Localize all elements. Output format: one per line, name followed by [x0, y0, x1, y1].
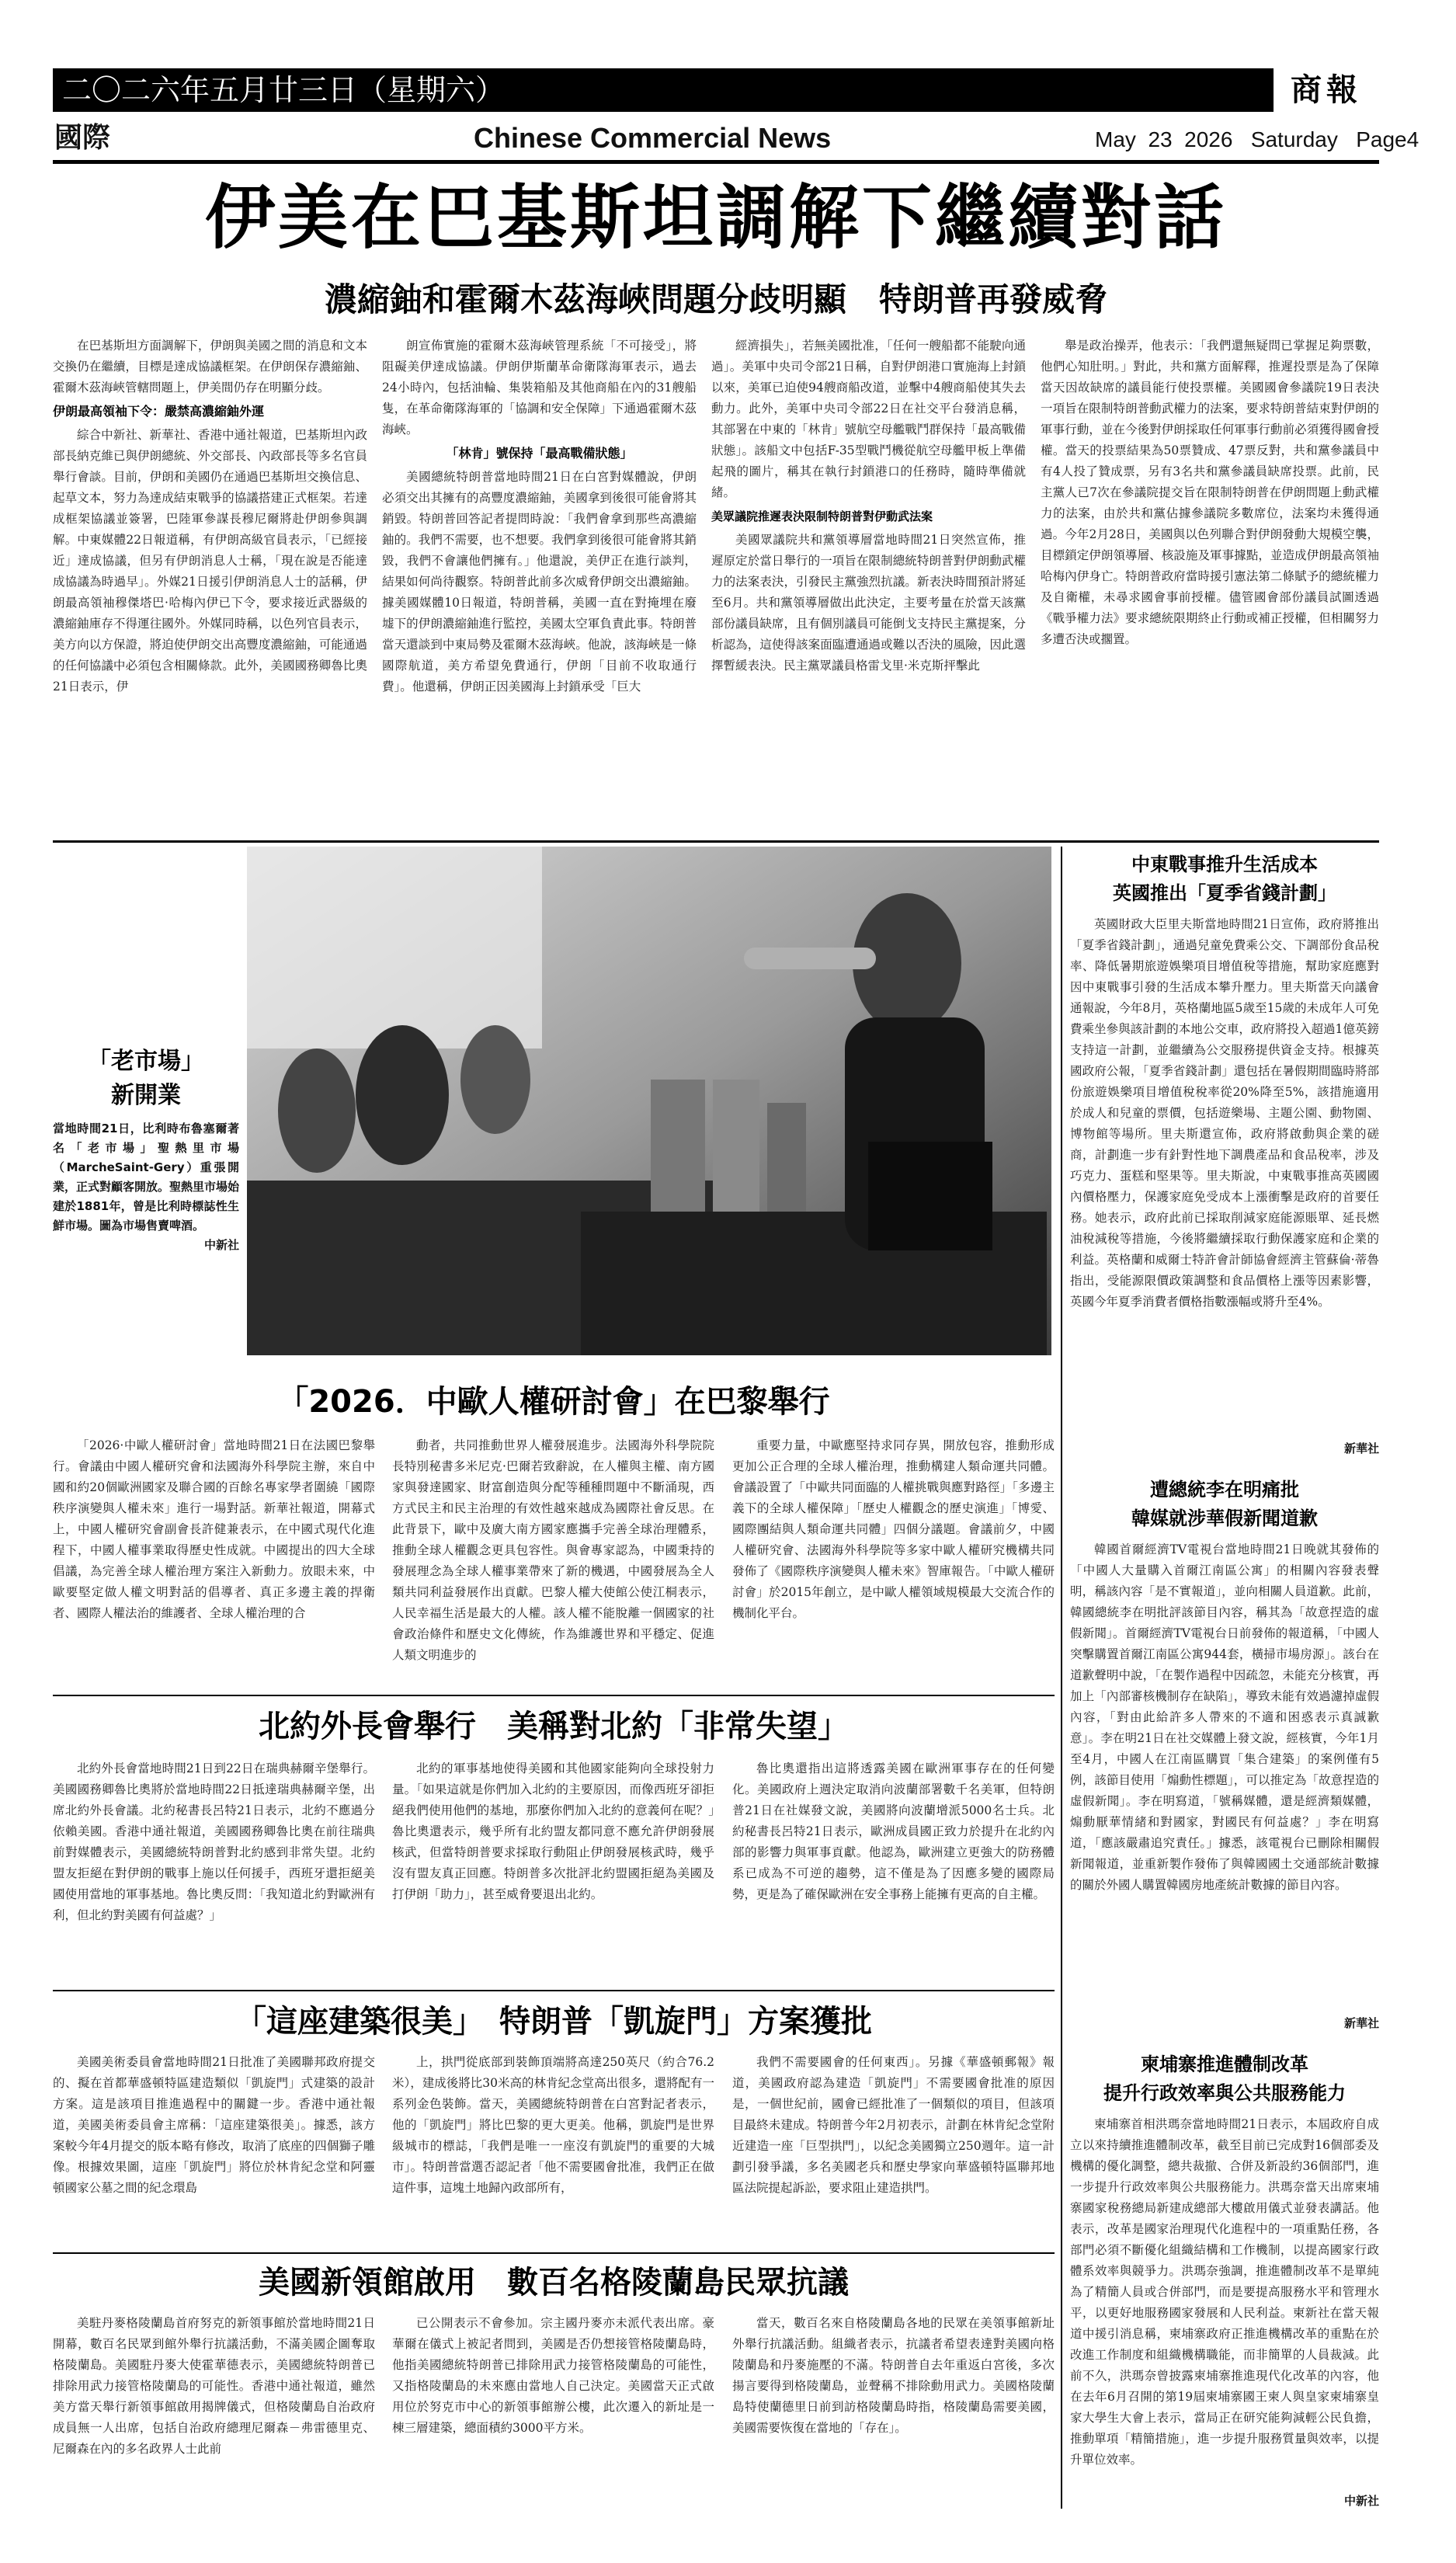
art5-col-1 [53, 2313, 375, 2507]
art4-text-2: 上，拱門從底部到裝飾頂端將高達250英尺（約合76.2米），建成後將比30米高的林肯紀念堂高出很多，還將配有一系列金色裝飾。當天，美國總統特朗普在白宮對記者表示，他的「凱旋門」將比巴黎的更大更美。他稱，凱旋門是世界級城市的標誌，「我們是唯一一座沒有凱旋門的重要的大城市」。特朗普當選否認記者「他不需要國會批准，我們正在做這件事，這塊土地歸內政部所有， [392, 2055, 714, 2195]
lead-col2-body-b: 美國總統特朗普當地時間21日在白宮對媒體說，伊朗必須交出其擁有的高豐度濃縮鈾，美國拿到後很可能會將其銷毀。特朗普回答記者提問時說：「我們會拿到那些高濃縮鈾的。我們不需要，也不想要。我們拿到後很可能會將其銷毀，我們不會讓他們擁有。」他還說，美伊正在進行談判，結果如何尚待觀察。特朗普此前多次威脅伊朗交出濃縮鈾。據美國媒體10日報道，特朗普稱，美國一直在對掩埋在廢墟下的伊朗濃縮鈾進行監控，美國太空軍負責此事。特朗普當天還談到中東局勢及霍爾木茲海峽。他說，該海峽是一條國際航道，美方希望免費通行，伊朗「目前不收取通行費」。他還稱，伊朗正因美國海上封鎖承受「巨大 [382, 470, 697, 694]
masthead-rule [53, 160, 1379, 164]
side2-body [1070, 1539, 1379, 2013]
art3-headline: 北約外長會舉行 美稱對北約「非常失望」 [259, 1709, 849, 1744]
side3-headline-2: 提升行政效率與公共服務能力 [1103, 2082, 1346, 2104]
side3-headline-1: 柬埔寨推進體制改革 [1141, 2054, 1308, 2075]
art2-col-1 [53, 1435, 375, 1688]
lead-column-4 [1041, 336, 1379, 825]
art2-col-3 [732, 1435, 1055, 1688]
art4-text-1: 美國美術委員會當地時間21日批准了美國聯邦政府提交的、擬在首都華盛頓特區建造類似「凱旋門」式建築的設計方案。這是該項目推進過程中的關鍵一步。香港中通社報道，美國美術委員會主席稱：「這座建築很美」。據悉，該方案較今年4月提交的版本略有修改，取消了底座的四個獅子雕像。根據效果圖，這座「凱旋門」將位於林肯紀念堂和阿靈頓國家公墓之間的紀念環島 [53, 2055, 375, 2195]
art5-col-2 [392, 2313, 714, 2507]
masthead-brand: 商報 [1274, 67, 1379, 113]
photo-caption-credit: 中新社 [203, 1238, 239, 1252]
lead-subhead-1: 伊朗最高領袖下令：嚴禁高濃縮鈾外運 [53, 404, 265, 419]
art3-col-3 [732, 1758, 1055, 1984]
art2-text-1: 「2026·中歐人權研討會」當地時間21日在法國巴黎舉行。會議由中國人權研究會和法國海外科學院主辦，來自中國和約20個歐洲國家及聯合國的百餘名專家學者圍繞「國際秩序演變與人權未來」進行一場對話。新華社報道，開幕式上，中國人權研究會副會長許健兼表示，在中國式現代化進程下，中國人權事業取得歷史性成就。中國提出的四大全球倡議，為完善全球人權治理方案注入新動力。放眼未來，中歐要堅定做人權文明對話的倡導者、真正多邊主義的捍衛者、國際人權法治的維護者、全球人權治理的合 [53, 1438, 375, 1620]
photo-caption-body [53, 1119, 239, 1255]
side1-body [1070, 914, 1379, 1435]
side-story-uk [1070, 850, 1379, 1456]
lead-column-2 [382, 336, 697, 825]
art2-bottom-rule [53, 1695, 1055, 1696]
art5-headline: 美國新領館啟用 數百名格陵蘭島民眾抗議 [259, 2265, 849, 2300]
photo-caption-text: 當地時間21日，比利時布魯塞爾著名「老市場」聖熱里市場（MarcheSaint-Gery）重張開業，正式對顧客開放。聖熱里市場始建於1881年，曾是比利時標誌性生鮮市場。圖為市場售賣啤酒。 [53, 1122, 240, 1233]
art5-text-2: 已公開表示不會參加。宗主國丹麥亦未派代表出席。豪華爾在儀式上被記者問到，美國是否仍想接管格陵蘭島時，他指美國總統特朗普已排除用武力接管格陵蘭島的可能性，又指格陵蘭島的未來應由當地人自己決定。美國當天正式啟用位於努克市中心的新領事館辦公樓，此次遷入的新址是一棟三層建築，總面積約3000平方米。 [392, 2316, 714, 2435]
lead-col3-body-b: 美國眾議院共和黨領導層當地時間21日突然宣佈，推遲原定於當日舉行的一項旨在限制總統特朗普對伊朗動武權力的法案表決，引發民主黨強烈抗議。新表決時間預計將延至6月。共和黨領導層做出此決定，主要考量在於當天該黨部份議員缺席，且有個別議員可能倒戈支持民主黨提案，分析認為，這使得該案面臨遭通過或難以否決的風險，因此選擇暫緩表決。民主黨眾議員格雷戈里·米克斯抨擊此 [711, 533, 1026, 673]
art5-col-3 [732, 2313, 1055, 2507]
art2-col-2 [392, 1435, 714, 1688]
photo-caption [53, 1045, 239, 1301]
art4-text-3: 我們不需要國會的任何東西」。另據《華盛頓郵報》報道，美國政府認為建造「凱旋門」不需要國會批准的原因是，一個世紀前，國會已經批准了一個類似的項目，但該項目最終未建成。特朗普今年2月初表示，計劃在林肯紀念堂附近建造一座「巨型拱門」，以紀念美國獨立250週年。這一計劃引發爭議，多名美國老兵和歷史學家向華盛頓特區聯邦地區法院提起訴訟，要求阻止建造拱門。 [732, 2055, 1055, 2195]
art4-headline: 「這座建築很美」 特朗普「凱旋門」方案獲批 [235, 2004, 872, 2040]
art4-col-1 [53, 2052, 375, 2246]
photo-caption-title-2: 新開業 [111, 1082, 181, 1109]
art4-bottom-rule [53, 2252, 1055, 2254]
masthead-section: 國際 [54, 121, 111, 154]
side1-headline-2: 英國推出「夏季省錢計劃」 [1113, 882, 1336, 904]
art4-col-2 [392, 2052, 714, 2246]
art3-col-2 [392, 1758, 714, 1984]
side-column-divider [1061, 847, 1062, 2509]
side2-credit: 新華社 [1343, 2016, 1379, 2030]
lead-intro: 在巴基斯坦方面調解下，伊朗與美國之間的消息和文本交換仍在繼續，目標是達成協議框架。在伊朗保存濃縮鈾、霍爾木茲海峽管轄問題上，伊美間仍存在明顯分歧。 [53, 339, 367, 395]
market-photo [247, 847, 1051, 1355]
lead-column-1 [53, 336, 367, 825]
art2-headline: 「2026．中歐人權研討會」在巴黎舉行 [277, 1384, 830, 1420]
masthead-date-en: May 23 2026 Saturday Page4 [1095, 127, 1420, 151]
side1-text: 英國財政大臣里夫斯當地時間21日宣佈，政府將推出「夏季省錢計劃」，通過兒童免費乘公交、下調部份食品稅率、降低暑期旅遊娛樂項目增值稅等措施，幫助家庭應對因中東戰事引發的生活成本攀升壓力。里夫斯當天向議會通報說，今年8月，英格蘭地區5歲至15歲的未成年人可免費乘坐參與該計劃的本地公交車，政府將投入超過1億英鎊支持這一計劃，並繼續為公交服務提供資金支持。根據英國政府公報，「夏季省錢計劃」還包括在暑假期間臨時將部份旅遊娛樂項目增值稅稅率從20%降至5%，該措施適用於成人和兒童的票價，包括遊樂場、主題公園、動物園、博物館等場所。里夫斯還宣佈，政府將啟動與企業的磋商，計劃進一步有針對性地下調農產品和食品稅率，涉及巧克力、蛋糕和堅果等。里夫斯說，中東戰事推高英國國內價格壓力，保護家庭免受成本上漲衝擊是政府的首要任務。她表示，政府此前已採取削減家庭能源賬單、延長燃油稅減稅等措施，今後將繼續採取行動保護家庭和企業的利益。英格蘭和威爾士特許會計師協會經濟主管蘇倫·蒂魯指出，受能源限價政策調整和食品價格上漲等因素影響，英國今年夏季消費者價格指數漲幅或將升至4%。 [1070, 917, 1379, 1309]
side2-text: 韓國首爾經濟TV電視台當地時間21日晚就其發佈的「中國人大量購入首爾江南區公寓」的相關內容發表聲明，稱該內容「是不實報道」，並向相關人員道歉。此前，韓國總統李在明批評該節目內容，稱其為「故意捏造的虛假新聞」。首爾經濟TV電視台日前發佈的報道稱，「中國人突擊購置首爾江南區公寓944套，橫掃市場房源」。該台在道歉聲明中說，「在製作過程中因疏忽，未能充分核實，再加上「內部審核機制存在缺陷」，導致未能有效過濾掉虛假內容，「對由此給許多人帶來的不適和困惑表示真誠歉意」。李在明21日在社交媒體上發文說，經核實，今年1月至4月，中國人在江南區購買「集合建築」的案例僅有5例，該節目使用「煽動性標題」，可以推定為「故意捏造的虛假新聞」。李在明寫道，「號稱媒體，還是經濟類媒體，煽動厭華情緒和對國家，對國民有何益處？」李在明寫道，「應該嚴肅追究責任。」據悉，該電視台已刪除相關假新聞報道，並重新製作發佈了與韓國國土交通部統計數據的關於外國人購置韓國房地產統計數據的節目內容。 [1070, 1542, 1379, 1892]
art3-text-1: 北約外長會當地時間21日到22日在瑞典赫爾辛堡舉行。美國國務卿魯比奧將於當地時間22日抵達瑞典赫爾辛堡，出席北約外長會議。北約秘書長呂特21日表示，北約不應過分依賴美國。香港中通社報道，美國國務卿魯比奧在前往瑞典前對媒體表示，美國總統特朗普對北約感到非常失望。北約盟友拒絕在對伊朗的戰事上施以任何援手，西班牙還拒絕美國使用當地的軍事基地。魯比奧反問：「我知道北約對歐洲有利，但北約對美國有何益處？」 [53, 1761, 375, 1922]
photo-caption-title-1: 「老市場」 [88, 1048, 204, 1075]
side2-headline-1: 遭總統李在明痛批 [1150, 1479, 1299, 1501]
art4-col-3 [732, 2052, 1055, 2246]
lead-subhead-3: 美眾議院推遲表決限制特朗普對伊動武法案 [711, 509, 933, 523]
side-story-korea [1070, 1476, 1379, 2031]
lead-subhead-2: 「林肯」號保持「最高戰備狀態」 [446, 446, 633, 461]
side3-text: 柬埔寨首相洪瑪奈當地時間21日表示，本屆政府自成立以來持續推進體制改革，截至目前已完成對16個部委及機構的優化調整，總共裁撤、合併及新設約36個部門，進一步提升行政效率與公共服務能力。洪瑪奈當天出席柬埔寨國家稅務總局新建成總部大樓啟用儀式並發表講話。他表示，改革是國家治理現代化進程中的一項重點任務，各部門必須不斷優化組織結構和工作機制，以提高國家行政體系效率與競爭力。洪瑪奈強調，推進體制改革不是單純為了精簡人員或合併部門，而是要提高服務水平和管理水平，以更好地服務國家發展和人民利益。柬新社在當天報道中援引消息稱，柬埔寨政府正推進機構改革的重點在於改進工作制度和組織機構職能，而非簡單的人員裁減。此前不久，洪瑪奈曾披露柬埔寨推進現代化改革的內容，他在去年6月召開的第19屆柬埔寨國王柬人與皇家柬埔寨皇家大學生大會上表示，當局正在研究能夠減輕公民負擔，推動單項「精簡措施」，進一步提升服務質量與效率，以提升單位效率。 [1070, 2117, 1379, 2467]
art3-text-2: 北約的軍事基地使得美國和其他國家能夠向全球投射力量。「如果這就是你們加入北約的主要原因，而像西班牙卻拒絕我們使用他們的基地，那麼你們加入北約的意義何在呢？」魯比奧還表示，幾乎所有北約盟友都同意不應允許伊朗發展核武，但當特朗普要求採取行動阻止伊朗發展核武時，幾乎沒有盟友真正回應。特朗普多次批評北約盟國拒絕為美國及打伊朗「助力」，甚至威脅要退出北約。 [392, 1761, 714, 1901]
art3-col-1 [53, 1758, 375, 1984]
lead-column-3 [711, 336, 1026, 825]
lead-col4-body: 舉是政治操弄，他表示：「我們還無疑問已掌握足夠票數，他們心知肚明。」對此，共和黨方面解釋，推遲投票是為了保障當天因故缺席的議員能行使投票權。美國國會參議院19日表決一項旨在限制特朗普動武權力的法案，要求特朗普結束對伊朗的軍事行動，並在今後對伊朗採取任何軍事行動前必須獲得國會授權。當天的投票結果為50票贊成、47票反對，共和黨參議員中有4人投了贊成票，另有3名共和黨參議員缺席投票。此前，民主黨人已7次在參議院提交旨在限制特朗普在伊朗問題上動武權力的法案，由於共和黨佔據參議院多數席位，法案均未獲得通過。今年2月28日，美國與以色列聯合對伊朗發動大規模空襲，目標鎖定伊朗領導層、核設施及軍事據點，並造成伊朗最高領袖哈梅內伊身亡。特朗普政府當時援引憲法第二條賦予的總統權力及自衛權，未尋求國會事前授權。儘管國會部份議員試圖透過《戰爭權力法》要求總統限期終止行動或補正授權，但相關努力多遭否決或擱置。 [1041, 339, 1379, 646]
side1-credit: 新華社 [1343, 1441, 1379, 1455]
art3-bottom-rule [53, 1990, 1055, 1991]
masthead-paper-name: Chinese Commercial News [474, 122, 832, 154]
side2-headline-2: 韓媒就涉華假新聞道歉 [1131, 1508, 1318, 1529]
lead-col1-body: 綜合中新社、新華社、香港中通社報道，巴基斯坦內政部長納克維已與伊朗總統、外交部長、內政部長等多名官員舉行會談。目前，伊朗和美國仍在通過巴基斯坦交換信息、起草文本，努力為達成結束戰爭的協議搭建正式框架。若達成框架協議並簽署，巴陸軍參謀長穆尼爾將赴伊朗參與調解。中東媒體22日報道稱，有伊朗高級官員表示，「已經接近」達成協議，但另有伊朗消息人士稱，「現在說是否能達成協議為時過早」。外媒21日援引伊朗消息人士的話稱，伊朗最高領袖穆傑塔巴·哈梅內伊已下令，要求接近武器級的濃縮鈾庫存不得運往國外。外媒同時稱，以色列官員表示，美方向以方保證，將迫使伊朗交出高豐度濃縮鈾，可能通過的任何協議中必須包含相關條款。此外，美國國務卿魯比奧21日表示，伊 [53, 428, 367, 694]
side-story-cambodia [1070, 2050, 1379, 2509]
art2-text-2: 動者，共同推動世界人權發展進步。法國海外科學院院長特別秘書多米尼克·巴爾若致辭說，在人權與主權、南方國家與發達國家、財富創造與分配等種種問題中不斷涌現，西方式民主和民主治理的有效性越來越成為國際社會反思。在此背景下，歐中及廣大南方國家應攜手完善全球治理體系，推動全球人權觀念更具包容性。與會專家認為，中國秉持的發展理念為全球人權事業帶來了新的機遇，中國發展為全人類共同利益發展作出貢獻。巴黎人權大使館公使江桐表示，人民幸福生活是最大的人權。該人權不能脫離一個國家的社會政治條件和歷史文化傳統，作為維護世界和平穩定、促進人類文明進步的 [392, 1438, 714, 1662]
lead-bottom-rule [53, 840, 1379, 843]
lead-headline: 伊美在巴基斯坦調解下繼續對話 [205, 177, 1227, 259]
lead-subheadline: 濃縮鈾和霍爾木茲海峽問題分歧明顯 特朗普再發威脅 [324, 280, 1107, 318]
side1-headline-1: 中東戰事推升生活成本 [1131, 854, 1318, 875]
lead-col2-body-a: 朗宣佈實施的霍爾木茲海峽管理系統「不可接受」，將阻礙美伊達成協議。伊朗伊斯蘭革命衛隊海軍表示，過去24小時內，包括油輪、集裝箱船及其他商船在內的31艘船隻，在革命衛隊海軍的「協調和安全保障」下通過霍爾木茲海峽。 [382, 339, 697, 436]
bartender-pouring-beer-image [247, 847, 1051, 1355]
art5-text-3: 當天，數百名來自格陵蘭島各地的民眾在美領事館新址外舉行抗議活動。組織者表示，抗議者希望表達對美國向格陵蘭島和丹麥施壓的不滿。特朗普自去年重返白宮後，多次揚言要得到格陵蘭島，並聲稱不排除動用武力。美國格陵蘭島特使蘭德里日前到訪格陵蘭島時指，格陵蘭島需要美國，美國需要恢復在當地的「存在」。 [732, 2316, 1055, 2435]
art5-text-1: 美駐丹麥格陵蘭島首府努克的新領事館於當地時間21日開幕，數百名民眾到館外舉行抗議活動，不滿美國企圖奪取格陵蘭島。美國駐丹麥大使霍華德表示，美國總統特朗普已排除用武力接管格陵蘭島的可能性。香港中通社報道，雖然美方當天舉行新領事館啟用揭牌儀式，但格陵蘭島自治政府成員無一人出席，包括自治政府總理尼爾森－弗雷德里克、尼爾森在內的多名政界人士此前 [53, 2316, 375, 2456]
masthead-date-cn: 二〇二六年五月廿三日（星期六） [62, 73, 506, 107]
art3-text-3: 魯比奧還指出這將透露美國在歐洲軍事存在的任何變化。美國政府上週決定取消向波蘭部署數千名美軍，但特朗普21日在社媒發文說，美國將向波蘭增派5000名士兵。北約秘書長呂特21日表示，歐洲成員國正致力於提升在北約內部的影響力與軍事貢獻。他認為，歐洲建立更強大的防務體系已成為不可逆的趨勢，這不僅是為了因應多變的國際局勢，更是為了確保歐洲在安全事務上能擁有更高的自主權。 [732, 1761, 1055, 1901]
side3-credit: 中新社 [1343, 2494, 1379, 2508]
side3-body [1070, 2114, 1379, 2487]
lead-col3-body-a: 經濟損失」，若無美國批准，「任何一艘船都不能駛向通過」。美軍中央司令部21日稱，自對伊朗港口實施海上封鎖以來，美軍已迫使94艘商船改道，並擊中4艘商船使其失去動力。此外，美軍中央司令部22日在社交平台發消息稱，其部署在中東的「林肯」號航空母艦戰鬥群保持「最高戰備狀態」。該船文中包括F-35型戰鬥機從航空母艦甲板上準備起飛的圖片，稱其在執行封鎖港口的任務時，隨時準備就緒。 [711, 339, 1026, 499]
art2-text-3: 重要力量，中歐應堅持求同存異，開放包容，推動形成更加公正合理的全球人權治理，推動構建人類命運共同體。會議設置了「中歐共同面臨的人權挑戰與應對路徑」「多邊主義下的全球人權保障」「歷史人權觀念的歷史演進」「博愛、國際團結與人類命運共同體」四個分議題。會議前夕，中國人權研究會、法國海外科學院等多家中歐人權研究機構共同發佈了《國際秩序演變與人權未來》智庫報告。「中歐人權研討會」於2015年創立，是中歐人權領域規模最大交流合作的機制化平台。 [732, 1438, 1055, 1620]
